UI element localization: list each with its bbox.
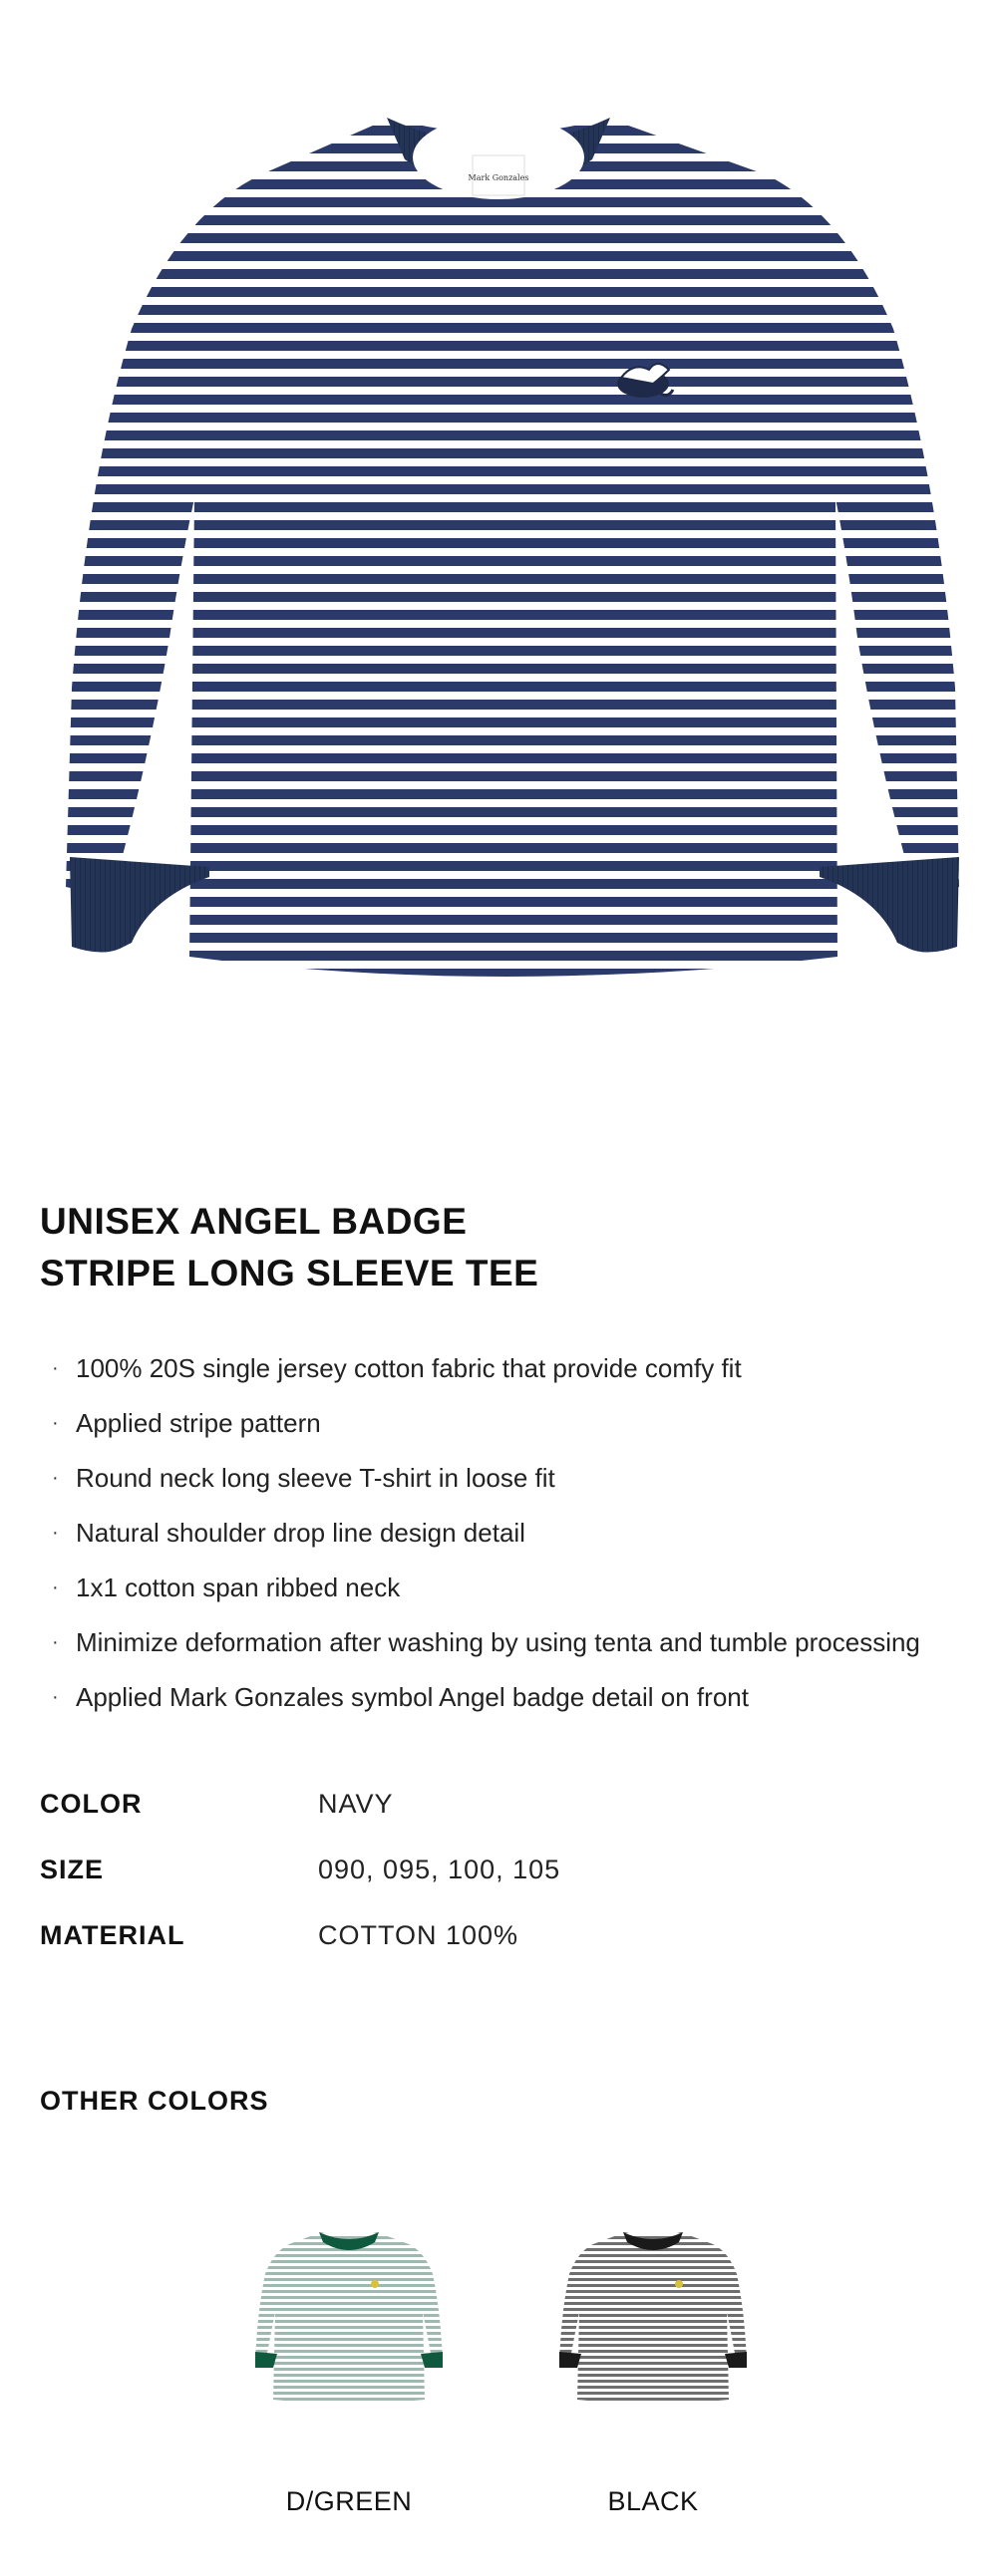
- spec-label: COLOR: [40, 1789, 143, 1819]
- color-option-black[interactable]: [533, 2212, 773, 2551]
- tee-navy-illustration: [0, 0, 997, 1026]
- bullet-icon: ·: [52, 1467, 59, 1489]
- tee-cuff-right: [820, 857, 959, 953]
- bullet-icon: ·: [52, 1686, 59, 1708]
- tee-black-thumbnail[interactable]: [553, 2212, 753, 2412]
- spec-table: [40, 1771, 957, 1968]
- product-title-line-1: UNISEX ANGEL BADGE: [40, 1201, 468, 1242]
- spec-value: COTTON 100%: [318, 1920, 519, 1950]
- product-image: [0, 0, 997, 1026]
- bullet-icon: ·: [52, 1357, 59, 1379]
- feature-item: [40, 1451, 977, 1506]
- product-title-line-2: STRIPE LONG SLEEVE TEE: [40, 1253, 539, 1293]
- feature-list: [40, 1341, 977, 1725]
- spec-row-material: [40, 1902, 957, 1968]
- tee-body: [66, 118, 959, 977]
- other-colors-title: OTHER COLORS: [40, 2086, 269, 2116]
- tee-cuff-left: [70, 857, 209, 953]
- feature-text: Applied stripe pattern: [76, 1408, 321, 1438]
- neck-label-text: Mark Gonzales: [468, 173, 529, 182]
- tee-dgreen-thumbnail[interactable]: [249, 2212, 449, 2412]
- bullet-icon: ·: [52, 1412, 59, 1434]
- feature-item: [40, 1506, 977, 1561]
- color-option-label[interactable]: D/GREEN: [285, 2486, 413, 2516]
- spec-value: NAVY: [318, 1789, 394, 1819]
- spec-row-color: [40, 1771, 957, 1837]
- feature-text: Round neck long sleeve T-shirt in loose fit: [76, 1463, 555, 1493]
- feature-text: Minimize deformation after washing by using tenta and tumble processing: [76, 1627, 920, 1657]
- feature-item: [40, 1615, 977, 1670]
- spec-label: MATERIAL: [40, 1920, 185, 1950]
- bullet-icon: ·: [52, 1522, 59, 1544]
- color-option-dgreen[interactable]: [229, 2212, 469, 2551]
- feature-text: 1x1 cotton span ribbed neck: [76, 1573, 401, 1602]
- feature-text: Applied Mark Gonzales symbol Angel badge detail on front: [76, 1682, 749, 1712]
- feature-text: Natural shoulder drop line design detail: [76, 1518, 525, 1548]
- spec-value: 090, 095, 100, 105: [318, 1855, 561, 1884]
- spec-label: SIZE: [40, 1855, 105, 1884]
- bullet-icon: ·: [52, 1576, 59, 1598]
- color-option-label[interactable]: BLACK: [607, 2486, 699, 2516]
- spec-row-size: [40, 1837, 957, 1902]
- feature-item: [40, 1396, 977, 1451]
- bullet-icon: ·: [52, 1631, 59, 1653]
- feature-text: 100% 20S single jersey cotton fabric that provide comfy fit: [76, 1353, 742, 1383]
- feature-item: [40, 1341, 977, 1396]
- product-title: [40, 1196, 957, 1299]
- feature-item: [40, 1561, 977, 1615]
- feature-item: [40, 1670, 977, 1725]
